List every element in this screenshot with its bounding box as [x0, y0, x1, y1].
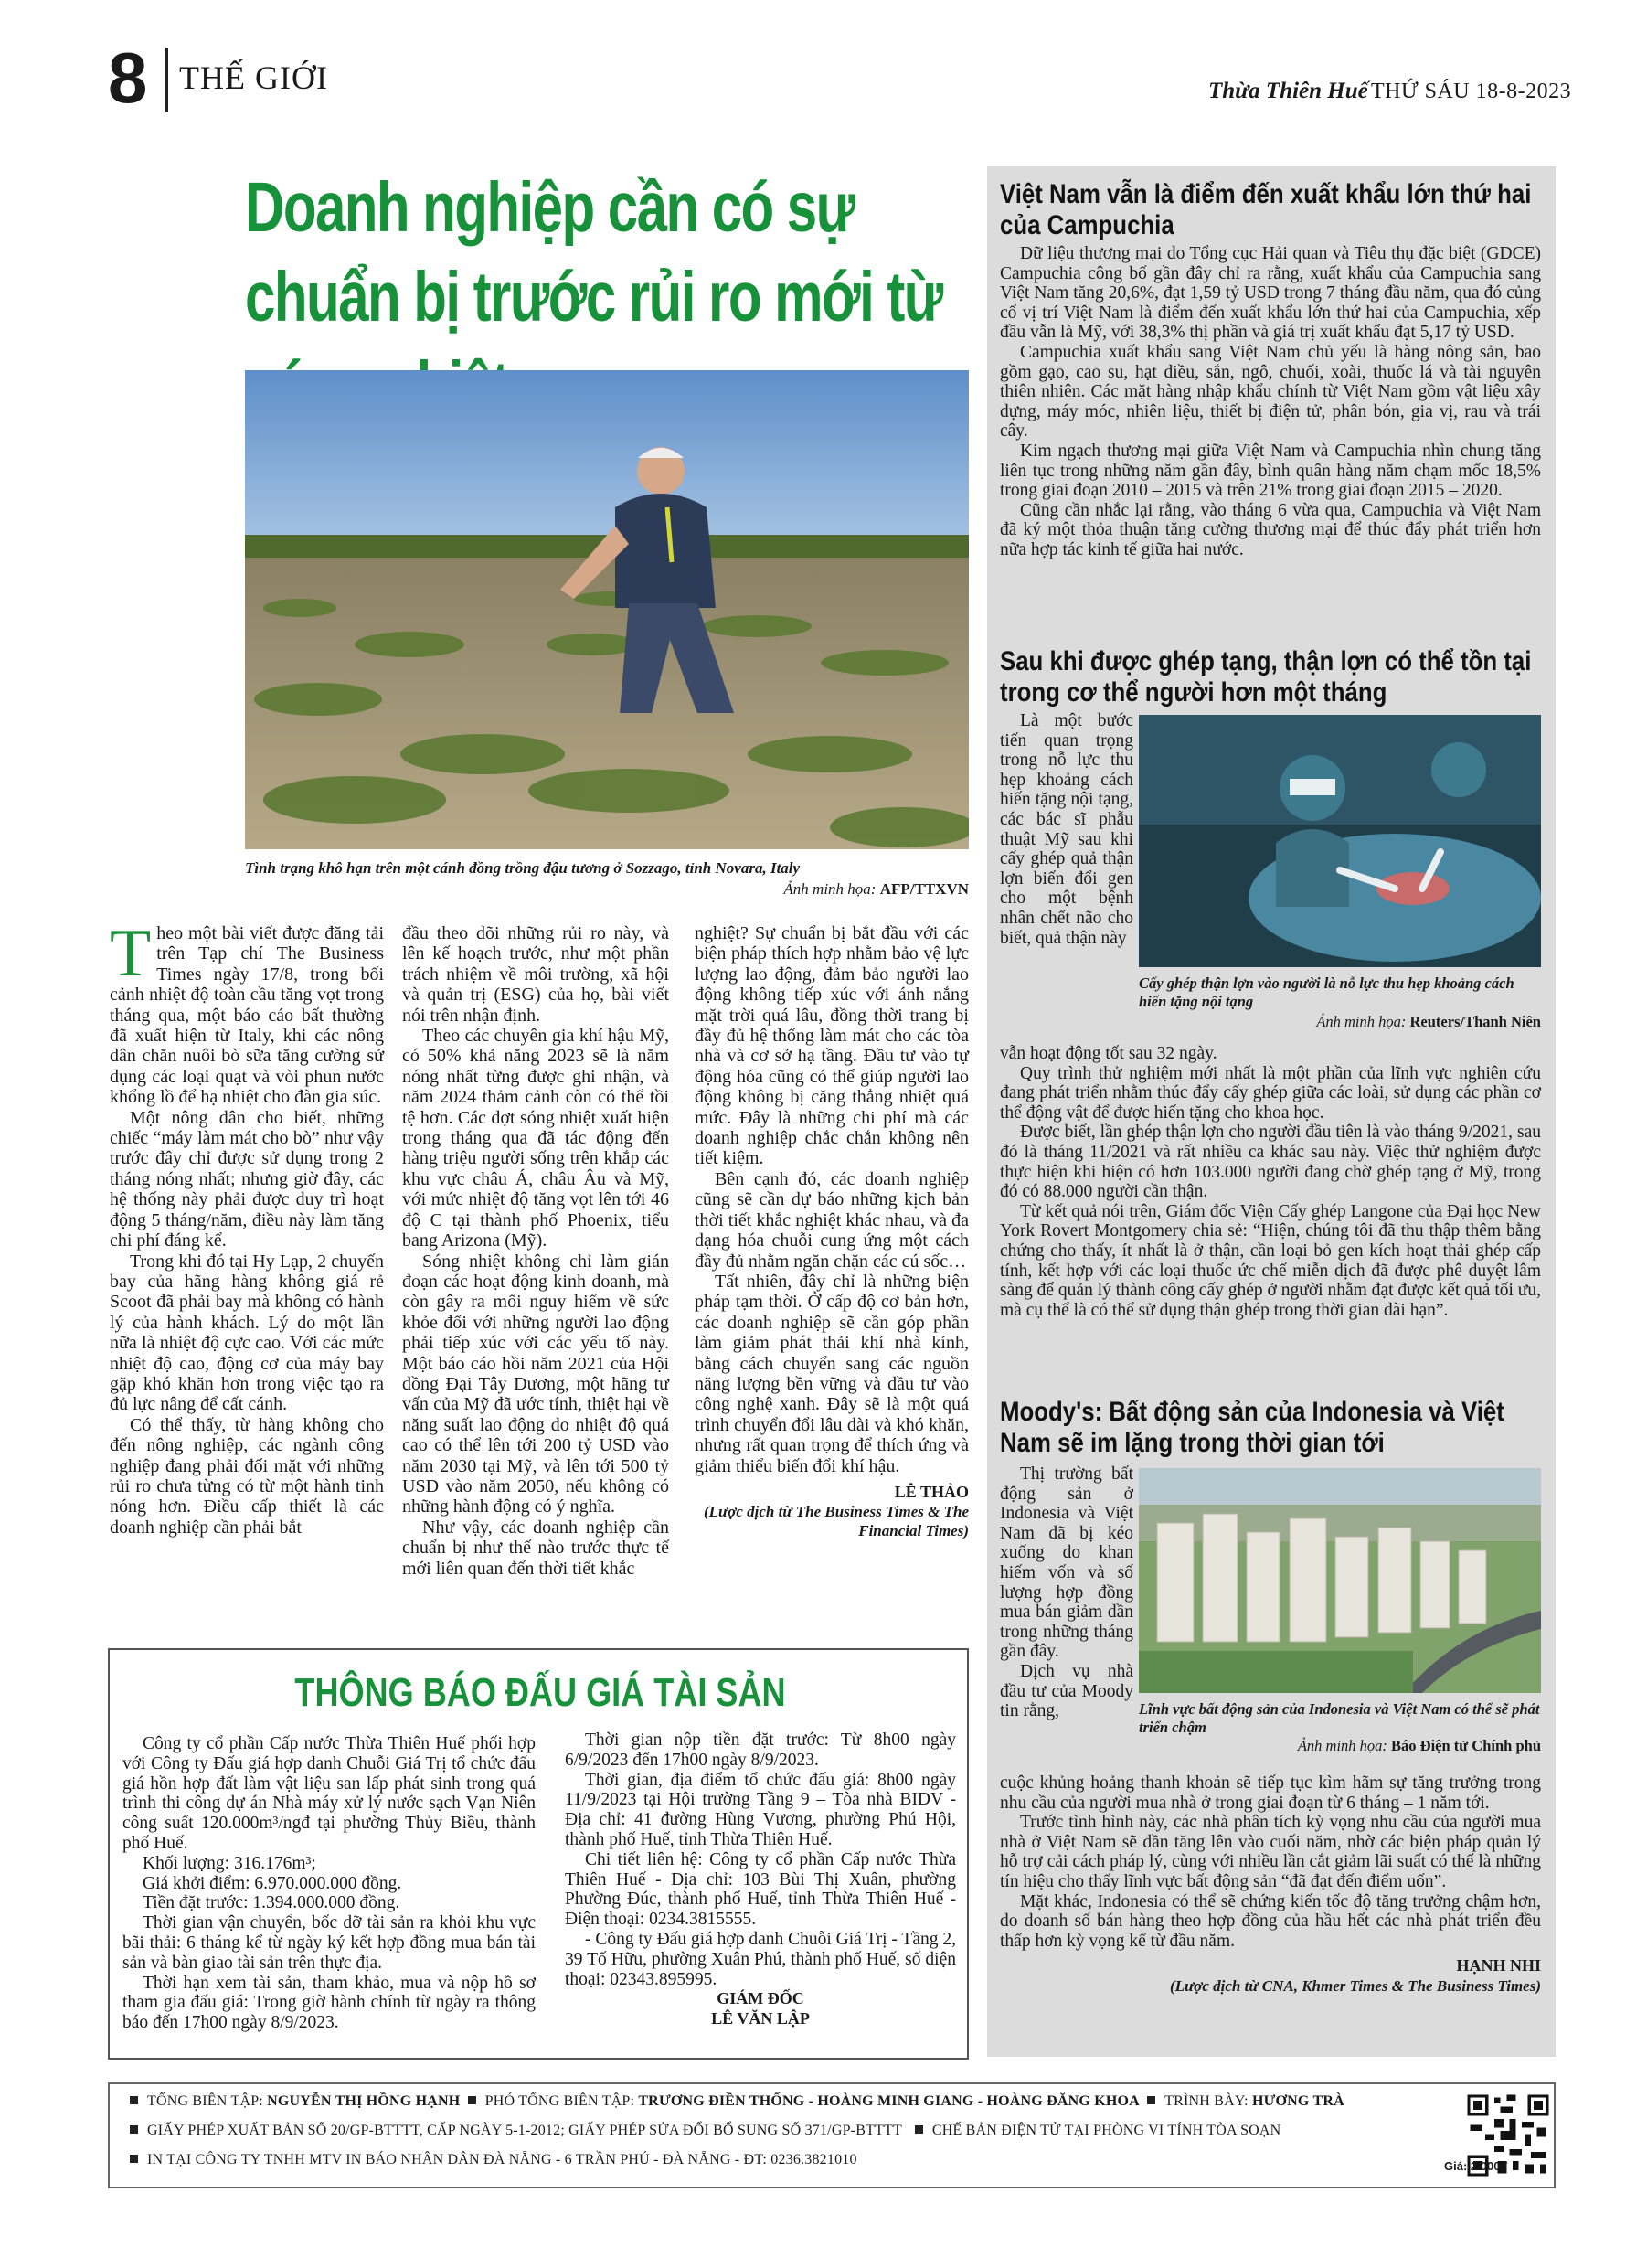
story-paragraph: Trước tình hình này, các nhà phân tích kỳ vọng nhu cầu của người mua nhà ở Việt Nam sẽ dần tăng lên vào cuối năm, nhờ các biện pháp quản lý hỗ trợ cải cách pháp lý, cùng với nhiều lần cắt giảm lãi suất có thể là những tín hiệu cho thấy lĩnh vực bất động sản “đã đạt đến điểm uốn”.	[1000, 1813, 1541, 1891]
story-paragraph: Dữ liệu thương mại do Tổng cục Hải quan và Tiêu thụ đặc biệt (GDCE) Campuchia công bố gần đây chỉ ra rằng, xuất khẩu của Campuchia sang Việt Nam tăng 20,6%, đạt 1,59 tỷ USD trong 7 tháng đầu năm, qua đó củng cố vị trí Việt Nam là điểm đến xuất khẩu lớn thứ hai của Campuchia, xếp đầu vẫn là Mỹ, với 38,3% thị phần và giá trị xuất khẩu đạt 5,17 tỷ USD.	[1000, 244, 1541, 343]
bullet-square-icon	[1147, 2096, 1155, 2104]
bullet-square-icon	[130, 2096, 138, 2104]
auction-paragraph: Thời gian vận chuyển, bốc dỡ tài sản ra khỏi khu vực bãi thải: 6 tháng kể từ ngày ký kết hợp đồng mua bán tài sản và bàn giao tài sản trên thực địa.	[122, 1913, 536, 1973]
issue-date: THỨ SÁU 18-8-2023	[1371, 80, 1572, 103]
page-number: 8	[108, 37, 148, 118]
story-paragraph: Thị trường bất động sản ở Indonesia và Việt Nam đã bị kéo xuống do khan hiếm vốn và số lượng hợp đồng mua bán giảm dần trong những tháng gần đây.	[1000, 1464, 1133, 1662]
photo-caption: Tình trạng khô hạn trên một cánh đồng trồng đậu tương ở Sozzago, tỉnh Novara, Italy	[245, 859, 801, 877]
price-label: Giá: 2.000đ	[1444, 2159, 1508, 2173]
footer-line-editors	[130, 2093, 1344, 2110]
story-paragraph: cuộc khủng hoảng thanh khoản sẽ tiếp tục kìm hãm sự tăng trưởng trong nhu cầu của người mua nhà ở trong giai đoạn từ 6 tháng – 1 năm tới.	[1000, 1773, 1541, 1813]
article-paragraph: nghiệt? Sự chuẩn bị bắt đầu với các biện pháp thích hợp nhằm bảo vệ lực lượng lao động, đảm bảo người lao động không tiếp xúc với ánh nắng mặt trời quá lâu, đồng thời trang bị đầy đủ hệ thống làm mát cho các tòa nhà và cơ sở hạ tầng. Đầu tư vào tự động hóa cũng có thể giúp người lao động không bị căng thẳng nhiệt quá mức. Đây là những chi phí mà các doanh nghiệp chắc chắn không nên tiết kiệm.	[695, 923, 969, 1169]
credit-label: Ảnh minh họa:	[783, 880, 880, 898]
story-paragraph: Quy trình thử nghiệm mới nhất là một phần của lĩnh vực nghiên cứu đang phát triển nhằm thúc đẩy cấy ghép giữa các loài, sử dụng các phần cơ thể động vật để được hiến tặng cho khoa học.	[1000, 1063, 1541, 1123]
auction-notice-box	[108, 1648, 969, 2060]
real-estate-photo-illustration	[1139, 1468, 1541, 1693]
auction-column-2	[565, 1730, 956, 2029]
article-paragraph: Sóng nhiệt không chỉ làm gián đoạn các hoạt động kinh doanh, mà còn gây ra mối nguy hiểm về sức khỏe đối với những người lao động phải tiếp xúc với các yếu tố này. Một báo cáo hồi năm 2021 của Hội đồng Đại Tây Dương, một hãng tư vấn của Mỹ đã ước tính, thiệt hại về năng suất lao động do nhiệt độ quá cao có thể lên tới 200 tỷ USD vào năm 2030 tại Mỹ, và lên tới 500 tỷ USD vào năm 2050, nếu không có những hành động có ý nghĩa.	[402, 1251, 669, 1517]
signer-title: GIÁM ĐỐC	[717, 1989, 804, 2008]
credit-label: Ảnh minh họa:	[1316, 1013, 1410, 1030]
sidebar-headline-moodys: Moody's: Bất động sản của Indonesia và Việt Nam sẽ im lặng trong thời gian tới	[1000, 1397, 1504, 1458]
license-text: GIẤY PHÉP XUẤT BẢN SỐ 20/GP-BTTTT, CẤP NGÀY 5-1-2012; GIẤY PHÉP SỬA ĐỔI BỔ SUNG SỐ 371/GP-BTTTT	[147, 2123, 902, 2138]
auction-paragraph: Tiền đặt trước: 1.394.000.000 đồng.	[143, 1893, 400, 1913]
masthead-footer	[108, 2082, 1556, 2188]
credit-name: Báo Điện tử Chính phủ	[1391, 1737, 1541, 1754]
story-paragraph: Được biết, lần ghép thận lợn cho người đầu tiên là vào tháng 9/2021, sau đó là tháng 11/2021 và rất nhiều ca khác sau này. Việc thử nghiệm được thực hiện khi hiện có hơn 103.000 người đang chờ ghép tạng ở Mỹ, trong đó có 88.000 người cần thận.	[1000, 1123, 1541, 1202]
photo-credit	[1139, 1013, 1541, 1031]
editor-in-chief: NGUYỄN THỊ HỒNG HẠNH	[267, 2093, 461, 2109]
story-paragraph: Campuchia xuất khẩu sang Việt Nam chủ yếu là hàng nông sản, bao gồm gạo, cao su, hạt điều, sắn, ngô, chuối, xoài, thuốc lá và tài nguyên thiên nhiên. Các mặt hàng nhập khẩu chính từ Việt Nam gồm vật liệu xây dựng, máy móc, nhiên liệu, thiết bị điện tử, phân bón, gia vị, rau và trái cây.	[1000, 342, 1541, 442]
sidebar-story-kidney-body	[1000, 1044, 1541, 1320]
auction-paragraph: Thời gian nộp tiền đặt trước: Từ 8h00 ngày 6/9/2023 đến 17h00 ngày 8/9/2023.	[565, 1730, 956, 1770]
sidebar-headline-kidney: Sau khi được ghép tạng, thận lợn có thể tồn tại trong cơ thể người hơn một tháng	[1000, 646, 1532, 708]
article-paragraph: Bên cạnh đó, các doanh nghiệp cũng sẽ cần dự báo những kịch bản thời tiết khắc nghiệt khác nhau, và đa dạng hóa chuỗi cung ứng một cách đầy đủ nhằm ngăn chặn các cú sốc…	[695, 1168, 969, 1272]
surgery-photo-illustration	[1139, 715, 1541, 967]
main-headline: Doanh nghiệp cần có sự chuẩn bị trước rủi ro mới từ	[245, 168, 942, 336]
story-paragraph: Kim ngạch thương mại giữa Việt Nam và Campuchia nhìn chung tăng liên tục trong những năm gần đây, bình quân hàng năm chạm mốc 18,5% trong giai đoạn 2010 – 2015 và trên 21% trong giai đoạn 2015 – 2020.	[1000, 441, 1541, 501]
article-paragraph: Tất nhiên, đây chỉ là những biện pháp tạm thời. Ở cấp độ cơ bản hơn, các doanh nghiệp sẽ cần góp phần làm giảm phát thải khí nhà kính, bằng cách chuyển sang các nguồn năng lượng bền vững và đầu tư vào công nghệ xanh. Đây sẽ là một quá trình chuyển đổi lâu dài và khó khăn, nhưng rất quan trọng để thích ứng và giảm thiểu biến đổi khí hậu.	[695, 1271, 969, 1476]
auction-paragraph: Khối lượng: 316.176m³;	[143, 1853, 316, 1873]
auction-paragraph: Chi tiết liên hệ: Công ty cổ phần Cấp nước Thừa Thiên Huế - Địa chỉ: 103 Bùi Thị Xuân, phường Phường Đúc, thành phố Huế, tỉnh Thừa Thiên Huế - Điện thoại: 0234.3815555.	[565, 1849, 956, 1930]
bullet-square-icon	[130, 2125, 138, 2134]
story-paragraph: Dịch vụ nhà đầu tư của Moody tin rằng,	[1000, 1661, 1133, 1721]
footer-label: TỔNG BIÊN TẬP:	[147, 2093, 268, 2109]
credit-label: Ảnh minh họa:	[1297, 1737, 1392, 1754]
paragraph-text: heo một bài viết được đăng tải trên Tạp chí The Business Times ngày 17/8, trong bối cảnh nhiệt độ toàn cầu tăng vọt trong tháng qua, một báo cáo bất thường đã xuất hiện từ Italy, khi các nông dân chăn nuôi bò sữa tăng cường sử dụng các loại quạt và vòi phun nước khổng lồ để hạ nhiệt cho đàn gia súc.	[110, 923, 384, 1108]
bullet-square-icon	[915, 2125, 923, 2134]
article-paragraph: Có thể thấy, từ hàng không cho đến nông nghiệp, các ngành công nghiệp đang phải đối mặt với những rủi ro chưa từng có từ một hành tinh nóng hơn. Điều cấp thiết là các doanh nghiệp cần phải bắt	[110, 1414, 384, 1538]
article-byline: LÊ THẢO	[894, 1482, 969, 1501]
printer-text: IN TẠI CÔNG TY TNHH MTV IN BÁO NHÂN DÂN ĐÀ NẴNG - 6 TRẦN PHÚ - ĐÀ NẴNG - ĐT: 0236.3821010	[147, 2152, 857, 2167]
story-paragraph: Mặt khác, Indonesia có thể sẽ chứng kiến tốc độ tăng trưởng chậm hơn, do doanh số bán hàng theo hợp đồng của hầu hết các nhà phát triển đều thấp hơn kỳ vọng kể từ đầu năm.	[1000, 1891, 1541, 1951]
newspaper-name: Thừa Thiên Huế	[1208, 79, 1368, 103]
deputy-editors: TRƯƠNG ĐIỀN THỐNG - HOÀNG MINH GIANG - HOÀNG ĐĂNG KHOA	[638, 2093, 1140, 2109]
credit-name: AFP/TTXVN	[879, 880, 969, 898]
article-column-1	[110, 916, 384, 1538]
article-paragraph: đầu theo dõi những rủi ro này, và lên kế hoạch trước, như một phần trách nhiệm về môi trường, xã hội và quản trị (ESG) của họ, bài viết nói trên nhận định.	[402, 923, 669, 1026]
signer-name: LÊ VĂN LẬP	[711, 2009, 810, 2028]
footer-label: TRÌNH BÀY:	[1164, 2093, 1252, 2109]
article-column-2	[402, 923, 669, 1579]
photo-credit	[245, 880, 969, 899]
surgery-photo	[1139, 715, 1541, 967]
drought-field-photo	[245, 370, 969, 849]
article-column-3	[695, 923, 969, 1540]
story-paragraph: Cũng cần nhắc lại rằng, vào tháng 6 vừa qua, Campuchia và Việt Nam đã ký một thỏa thuận tăng cường thương mại để thúc đẩy phát triển hơn nữa hợp tác kinh tế giữa hai nước.	[1000, 500, 1541, 559]
photo-caption: Cấy ghép thận lợn vào người là nỗ lực thu hẹp khoảng cách hiến tặng nội tạng	[1139, 974, 1514, 1010]
bullet-square-icon	[468, 2096, 476, 2104]
article-paragraph: Trong khi đó tại Hy Lạp, 2 chuyến bay của hãng hàng không giá rẻ Scoot đã phải bay mà không có hành lý của hành khách. Lý do một lần nữa là nhiệt độ cực cao. Với các mức nhiệt độ cao, động cơ của máy bay gặp khó khăn hơn trong việc tạo ra đủ lực nâng để cất cánh.	[110, 1251, 384, 1415]
article-paragraph: Như vậy, các doanh nghiệp cần chuẩn bị như thế nào trước thực tế mới liên quan đến thời tiết khắc	[402, 1517, 669, 1579]
sidebar-story-moodys-intro	[1000, 1464, 1133, 1721]
sidebar-headline-cambodia: Việt Nam vẫn là điểm đến xuất khẩu lớn thứ hai của Campuchia	[1000, 179, 1532, 240]
section-title: THẾ GIỚI	[179, 59, 328, 96]
auction-title: THÔNG BÁO ĐẤU GIÁ TÀI SẢN	[294, 1670, 786, 1715]
story-paragraph: Là một bước tiến quan trọng trong nỗ lực thu hẹp khoảng cách hiến tặng nội tạng, các bác sĩ phẫu thuật Mỹ sau khi cấy ghép quả thận lợn biến đổi gen cho một bệnh nhân chết não cho biết, quả thận này	[1000, 711, 1133, 948]
auction-paragraph: Thời gian, địa điểm tổ chức đấu giá: 8h00 ngày 11/9/2023 tại Hội trường Tầng 9 – Tòa nhà BIDV - Địa chỉ: 41 đường Hùng Vương, phường Phú Hội, thành phố Huế, tỉnh Thừa Thiên Huế.	[565, 1770, 956, 1849]
footer-line-printer	[130, 2152, 857, 2168]
article-paragraph: Một nông dân cho biết, những chiếc “máy làm mát cho bò” như vậy trước đây chỉ được sử dụng trong 2 tháng nóng nhất; nhưng giờ đây, các hệ thống này phải được duy trì hoạt động 5 tháng/năm, điều này làm tăng chi phí đáng kể.	[110, 1107, 384, 1251]
story-paragraph: Từ kết quả nói trên, Giám đốc Viện Cấy ghép Langone của Đại học New York Rovert Montgomery chia sẻ: “Hiện, chúng tôi đã thu thập thêm bằng chứng cho thấy, ít nhất là ở thận, cần loại bỏ gen kích hoạt thải ghép cấp tính, kết hợp với các loại thuốc ức chế miễn dịch đã được phê duyệt lâm sàng để quản lý thành công cấy ghép ở người nhằm đạt được kết quả tối ưu, mà cụ thể là có thể sử dụng thận ghép trong thời gian dài hạn”.	[1000, 1201, 1541, 1320]
story-paragraph: vẫn hoạt động tốt sau 32 ngày.	[1000, 1044, 1217, 1063]
story-byline: HẠNH NHI	[1456, 1956, 1541, 1975]
typesetting-text: CHẾ BẢN ĐIỆN TỬ TẠI PHÒNG VI TÍNH TÒA SOẠN	[931, 2123, 1281, 2138]
article-source: (Lược dịch từ The Business Times & The Financial Times)	[704, 1503, 969, 1540]
auction-column-1	[122, 1734, 536, 2033]
footer-line-license	[130, 2123, 1280, 2139]
sidebar-story-kidney-intro	[1000, 711, 1133, 948]
article-paragraph	[110, 916, 384, 1108]
credit-name: Reuters/Thanh Niên	[1409, 1013, 1541, 1030]
auction-paragraph: Giá khởi điểm: 6.970.000.000 đồng.	[143, 1873, 402, 1893]
drop-cap: T	[110, 916, 152, 991]
sidebar-story-cambodia	[1000, 244, 1541, 560]
drought-field-photo-illustration	[245, 370, 969, 849]
auction-paragraph: Thời hạn xem tài sản, tham khảo, mua và nộp hồ sơ tham gia đấu giá: Trong giờ hành chính từ ngày ra thông báo đến 17h00 ngày 8/9/2023.	[122, 1973, 536, 2033]
photo-caption: Lĩnh vực bất động sản của Indonesia và Việt Nam có thể sẽ phát triển chậm	[1139, 1700, 1540, 1736]
real-estate-photo	[1139, 1468, 1541, 1693]
story-source: (Lược dịch từ CNA, Khmer Times & The Business Times)	[1169, 1976, 1541, 1995]
auction-paragraph: Công ty cổ phần Cấp nước Thừa Thiên Huế phối hợp với Công ty Đấu giá hợp danh Chuỗi Giá Trị tổ chức đấu giá hồn hợp đất làm vật liệu san lấp phát sinh trong quá trình thi công dự án Nhà máy xử lý nước sạch Vạn Niên công suất 120.000m³/ngđ tại phường Thủy Biều, thành phố Huế.	[122, 1734, 536, 1853]
bullet-square-icon	[130, 2155, 138, 2163]
footer-label: PHÓ TỔNG BIÊN TẬP:	[484, 2093, 639, 2109]
layout-designer: HƯƠNG TRÀ	[1251, 2093, 1344, 2109]
header-divider	[165, 48, 168, 112]
auction-paragraph: - Công ty Đấu giá hợp danh Chuỗi Giá Trị - Tầng 2, 39 Tố Hữu, phường Xuân Phú, thành phố Huế, số điện thoại: 02343.895995.	[565, 1929, 956, 1989]
sidebar-story-moodys-body	[1000, 1773, 1541, 1996]
photo-credit	[1139, 1737, 1541, 1755]
article-paragraph: Theo các chuyên gia khí hậu Mỹ, có 50% khả năng 2023 sẽ là năm nóng nhất từng được ghi nhận, và năm 2024 thảm cảnh còn có thể tồi tệ hơn. Các đợt sóng nhiệt xuất hiện trong tháng qua đã tác động đến hàng triệu người sống trên khắp các khu vực châu Á, châu Âu và Mỹ, với mức nhiệt độ tăng vọt lên tới 46 độ C tại thành phố Phoenix, tiểu bang Arizona (Mỹ).	[402, 1026, 669, 1251]
